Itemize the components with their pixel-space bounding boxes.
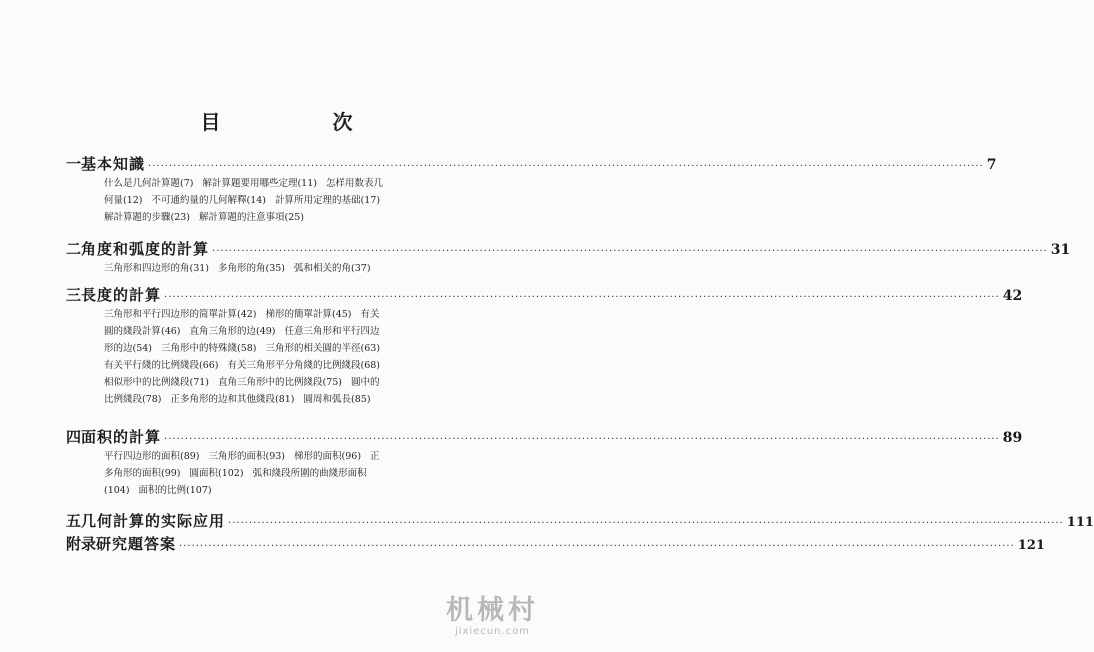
section-entry: 圓面积(102) bbox=[189, 468, 244, 479]
section-entry: 梯形的面积(96) bbox=[294, 451, 362, 462]
section-entry: 圓周和弧長(85) bbox=[303, 394, 371, 405]
section-entry: 直角三角形的边(49) bbox=[189, 326, 276, 337]
section-entry: 相似形中的比例綫段(71) bbox=[104, 377, 210, 388]
toc-chapter-5 bbox=[66, 510, 1094, 530]
section-entry: 正 bbox=[370, 451, 380, 462]
section-entry: 梯形的簡單計算(45) bbox=[265, 309, 352, 320]
section-entry: 面积的比例(107) bbox=[138, 485, 212, 496]
section-entry: 計算所用定理的基础(17) bbox=[275, 195, 381, 206]
section-entry: (104) bbox=[104, 485, 130, 496]
toc-chapter-6 bbox=[66, 533, 1045, 553]
dot-leader: ········································································································································································································ bbox=[148, 161, 984, 172]
dot-leader: ········································································································································································································ bbox=[179, 541, 1015, 552]
chapter-4-sections bbox=[104, 448, 464, 499]
watermark-logo-text: 机械村 bbox=[446, 595, 539, 626]
chapter-number: 一 bbox=[66, 155, 82, 173]
chapter-number: 二 bbox=[66, 240, 82, 258]
section-line bbox=[104, 448, 464, 465]
chapter-page-number: 89 bbox=[1002, 430, 1023, 446]
chapter-title: 研究題答案 bbox=[96, 535, 177, 553]
section-entry: 直角三角形中的比例綫段(75) bbox=[218, 377, 343, 388]
section-line bbox=[104, 340, 464, 357]
section-entry: 圓的綫段計算(46) bbox=[104, 326, 181, 337]
chapter-number: 三 bbox=[66, 286, 82, 304]
toc-chapter-1 bbox=[66, 153, 997, 173]
section-entry: 怎样用数表几 bbox=[325, 178, 383, 189]
section-entry: 有关平行綫的比例綫段(66) bbox=[104, 360, 219, 371]
chapter-page-number: 7 bbox=[986, 157, 997, 173]
section-entry: 解計算題要用哪些定理(11) bbox=[202, 178, 317, 189]
section-line bbox=[104, 465, 464, 482]
section-entry: 什么是几何計算題(7) bbox=[104, 178, 194, 189]
chapter-title: 面积的計算 bbox=[81, 428, 162, 446]
section-entry: 形的边(54) bbox=[104, 343, 153, 354]
chapter-2-sections bbox=[104, 260, 464, 277]
toc-chapter-2 bbox=[66, 238, 1071, 258]
dot-leader: ········································································································································································································ bbox=[228, 518, 1064, 529]
section-entry: 有关三角形平分角綫的比例綫段(68) bbox=[227, 360, 381, 371]
section-entry: 解計算題的步驟(23) bbox=[104, 212, 191, 223]
section-entry: 多角形的面积(99) bbox=[104, 468, 181, 479]
section-line bbox=[104, 323, 464, 340]
section-entry: 三角形的相关圓的半徑(63) bbox=[265, 343, 381, 354]
chapter-number: 五 bbox=[66, 512, 82, 530]
watermark-url: jixiecun.com bbox=[454, 626, 531, 637]
section-line bbox=[104, 482, 464, 499]
toc-chapter-3 bbox=[66, 284, 1023, 304]
section-entry: 弧和相关的角(37) bbox=[294, 263, 371, 274]
section-line bbox=[104, 374, 464, 391]
chapter-1-sections bbox=[104, 175, 464, 226]
section-entry: 有关 bbox=[360, 309, 380, 320]
section-entry: 三角形的面积(93) bbox=[208, 451, 286, 462]
section-entry: 何量(12) bbox=[104, 195, 143, 206]
section-entry: 不可通約量的几何解釋(14) bbox=[151, 195, 267, 206]
section-entry: 平行四边形的面积(89) bbox=[104, 451, 200, 462]
section-entry: 弧和綫段所圍的曲綫形面积 bbox=[252, 468, 367, 479]
chapter-page-number: 31 bbox=[1050, 242, 1071, 258]
chapter-title: 几何計算的实际应用 bbox=[81, 512, 226, 530]
section-line bbox=[104, 260, 464, 277]
chapter-page-number: 111 bbox=[1066, 515, 1094, 530]
section-entry: 正多角形的边和其他綫段(81) bbox=[170, 394, 295, 405]
chapter-page-number: 121 bbox=[1017, 538, 1045, 553]
section-entry: 圓中的 bbox=[351, 377, 380, 388]
section-line bbox=[104, 391, 464, 408]
section-entry: 任意三角形和平行四边 bbox=[284, 326, 380, 337]
section-entry: 比例綫段(78) bbox=[104, 394, 162, 405]
chapter-title: 長度的計算 bbox=[81, 286, 162, 304]
dot-leader: ········································································································································································································ bbox=[164, 434, 1000, 445]
chapter-number: 附录 bbox=[66, 535, 97, 553]
section-line bbox=[104, 175, 464, 192]
section-entry: 多角形的角(35) bbox=[218, 263, 286, 274]
chapter-page-number: 42 bbox=[1002, 288, 1023, 304]
section-entry: 三角形中的特殊綫(58) bbox=[161, 343, 257, 354]
section-entry: 三角形和四边形的角(31) bbox=[104, 263, 210, 274]
dot-leader: ········································································································································································································ bbox=[164, 292, 1000, 303]
section-line bbox=[104, 209, 464, 226]
toc-chapter-4 bbox=[66, 426, 1023, 446]
section-entry: 三角形和平行四边形的简單計算(42) bbox=[104, 309, 257, 320]
chapter-3-sections bbox=[104, 306, 464, 408]
page-title: 目 次 bbox=[200, 110, 399, 134]
section-line bbox=[104, 192, 464, 209]
chapter-number: 四 bbox=[66, 428, 82, 446]
section-entry: 解計算題的注意事項(25) bbox=[199, 212, 305, 223]
dot-leader: ········································································································································································································ bbox=[212, 246, 1048, 257]
section-line bbox=[104, 306, 464, 323]
chapter-title: 基本知識 bbox=[81, 155, 146, 173]
section-line bbox=[104, 357, 464, 374]
chapter-title: 角度和弧度的計算 bbox=[81, 240, 210, 258]
watermark bbox=[446, 596, 539, 638]
